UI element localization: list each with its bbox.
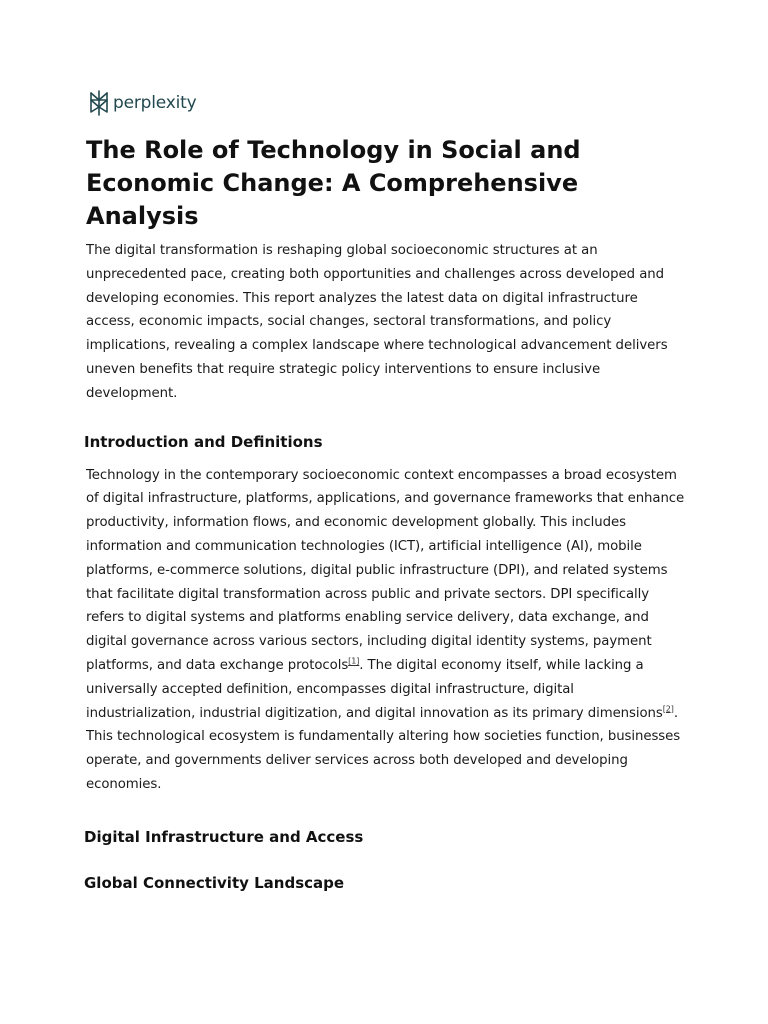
section-heading-introduction: Introduction and Definitions — [84, 432, 323, 451]
brand-name: perplexity — [113, 93, 197, 113]
introduction-text-part1: Technology in the contemporary socioeconomic context encompasses a broad ecosystem of digital infrastructure, platforms, applications, and governance frameworks that enhance productivity, information flows, and economic development globally. This includes information and communication technologies (ICT), artificial intelligence (AI), mobile platforms, e-commerce solutions, digital public infrastructure (DPI), and related systems that facilitate digital transformation across public and private sectors. DPI specifically refers to digital systems and platforms enabling service delivery, data exchange, and digital governance across various sectors, including digital identity systems, payment platforms, and data exchange protocols — [86, 467, 685, 673]
citation-1-link[interactable]: [1] — [348, 656, 360, 666]
perplexity-logo — [89, 88, 686, 118]
introduction-paragraph — [86, 464, 686, 797]
section-heading-global-connectivity: Global Connectivity Landscape — [84, 873, 345, 892]
perplexity-logo-icon — [89, 90, 109, 116]
introduction-text-part3: . This technological ecosystem is fundamentally altering how societies function, businesses operate, and governments deliver services across both developed and developing economies. — [86, 705, 681, 792]
document-page — [86, 88, 686, 893]
citation-2-link[interactable]: [2] — [662, 704, 674, 714]
intro-paragraph: The digital transformation is reshaping global socioeconomic structures at an unprecedented pace, creating both opportunities and challenges across developed and developing economies. This report analyzes the latest data on digital infrastructure access, economic impacts, social changes, sectoral transformations, and policy implications, revealing a complex landscape where technological advancement delivers uneven benefits that require strategic policy interventions to ensure inclusive development. — [86, 243, 668, 401]
introduction-text-part2: . The digital economy itself, while lacking a universally accepted definition, encompasses digital infrastructure, digital industrialization, industrial digitization, and digital innovation as its primary dimensions — [86, 657, 663, 721]
document-title: The Role of Technology in Social and Economic Change: A Comprehensive Analysis — [86, 136, 581, 230]
section-heading-digital-infrastructure: Digital Infrastructure and Access — [84, 827, 364, 846]
